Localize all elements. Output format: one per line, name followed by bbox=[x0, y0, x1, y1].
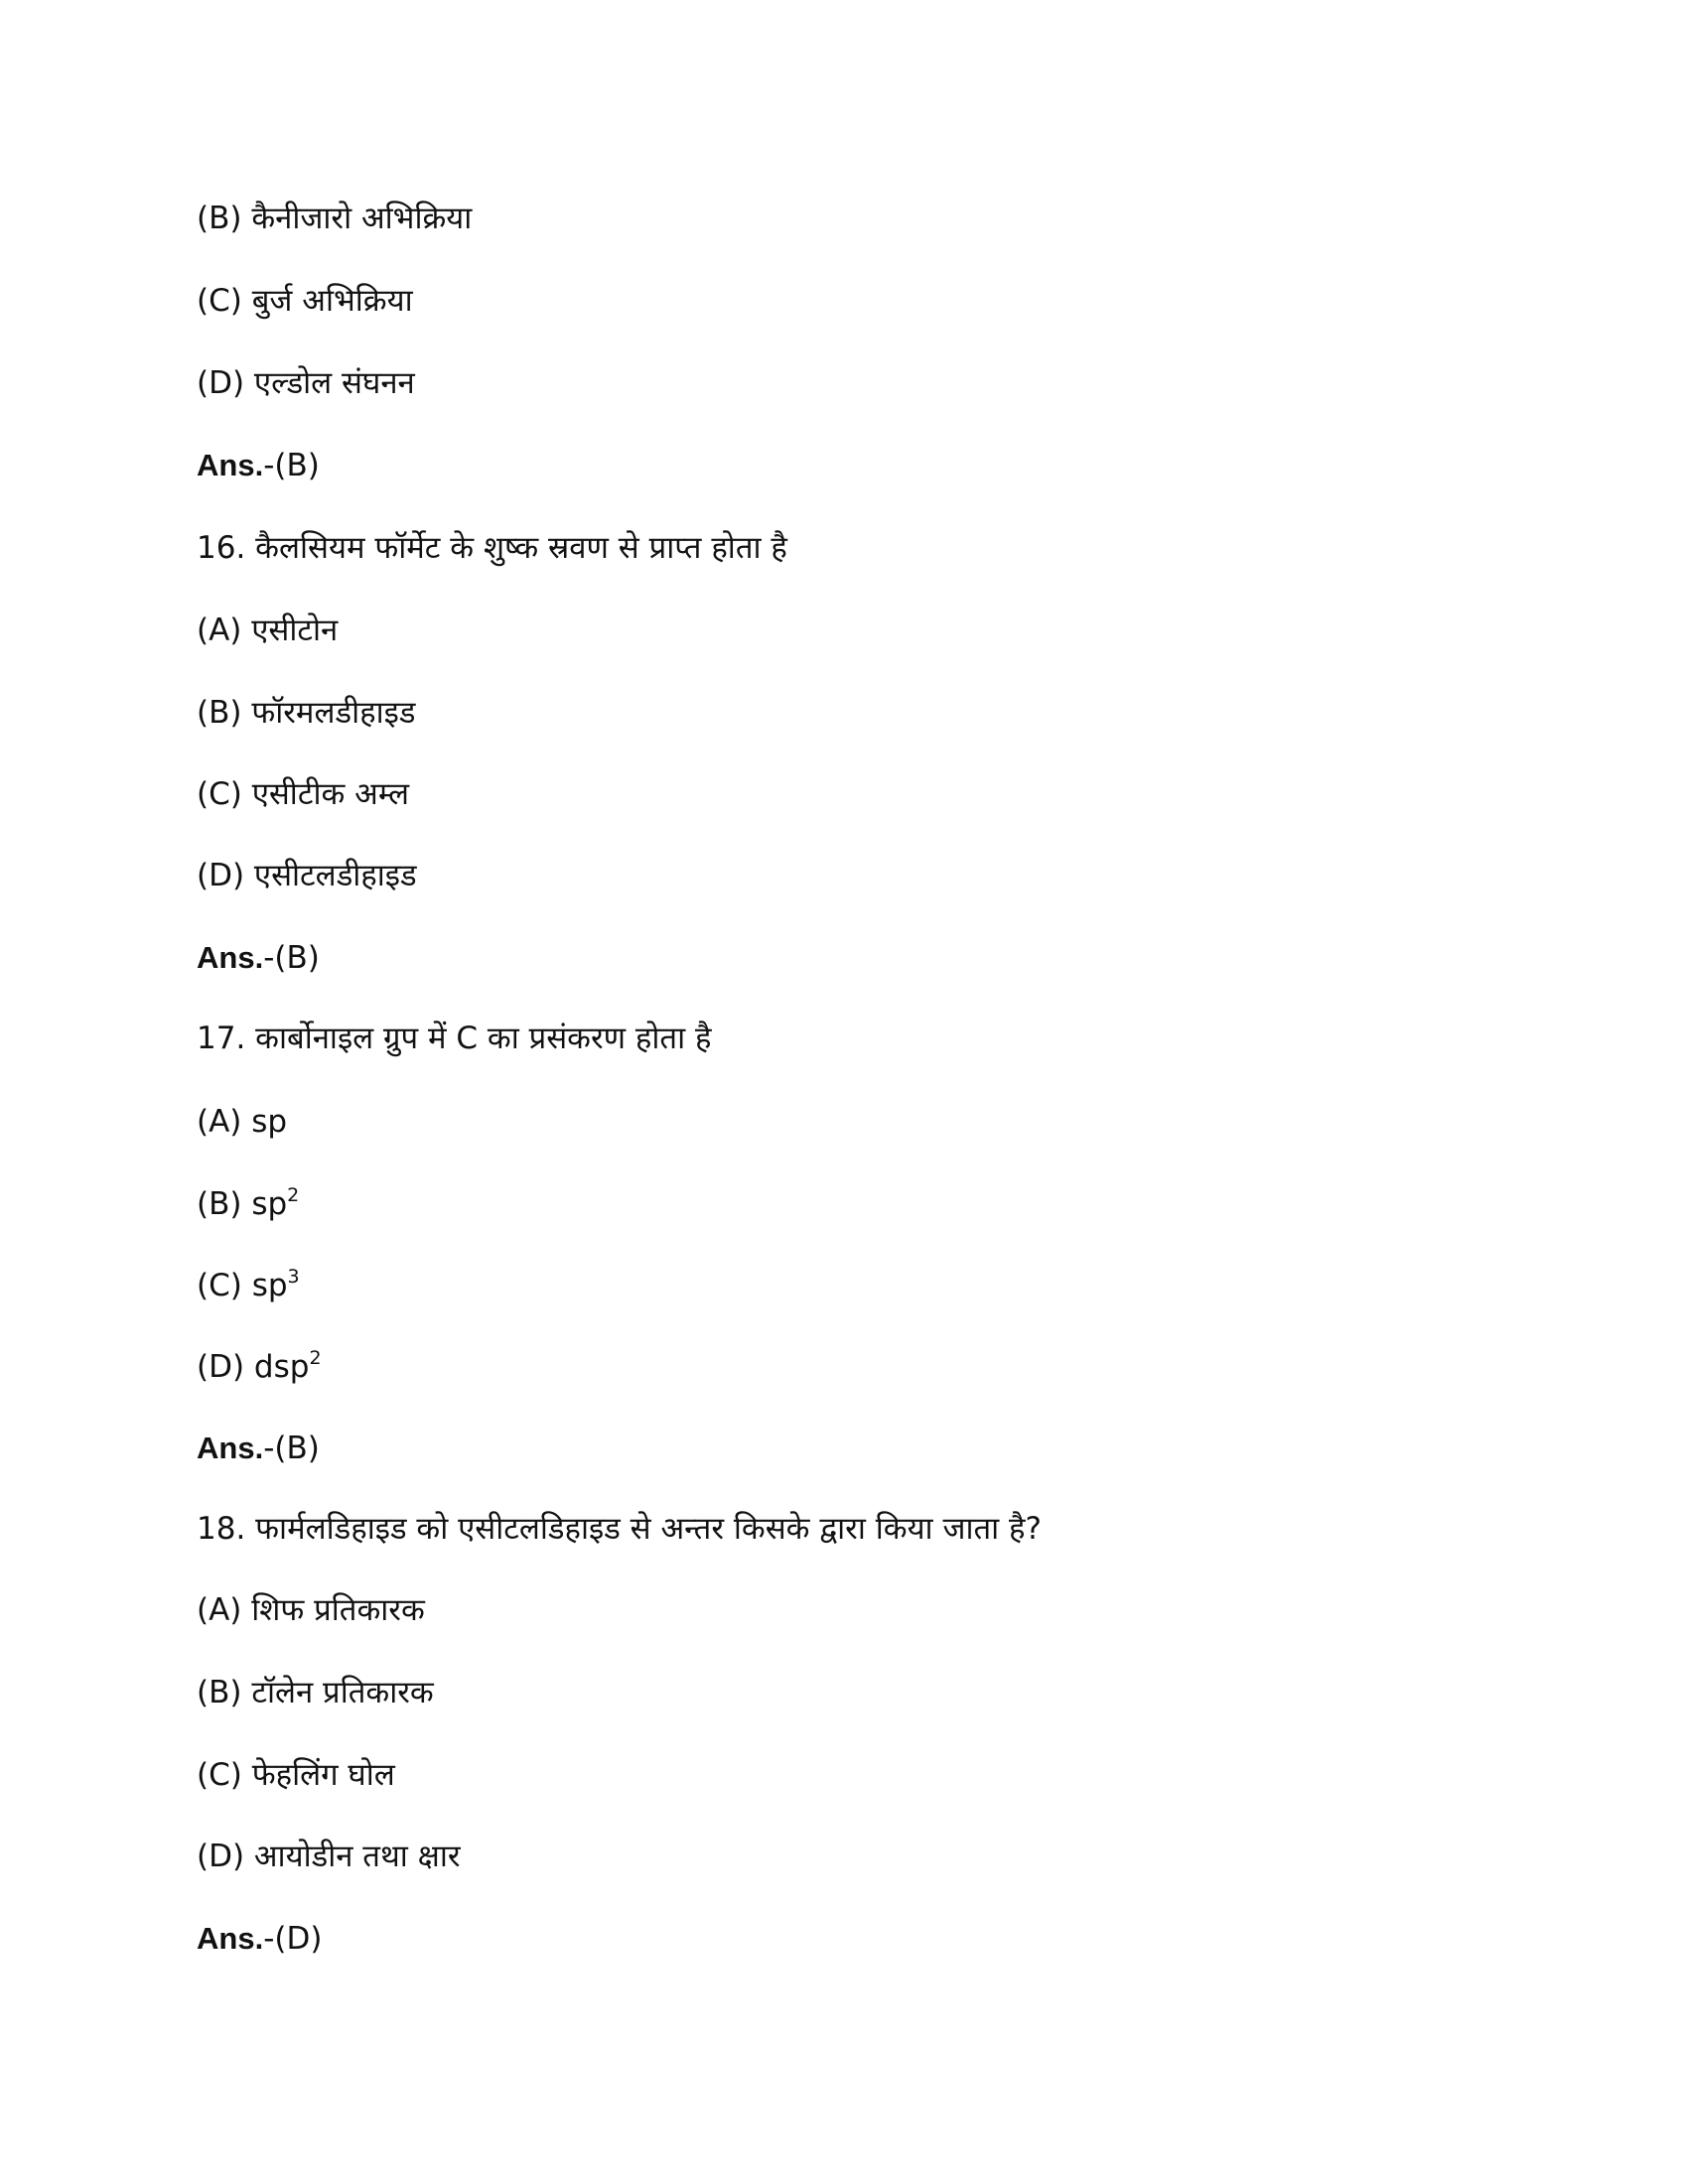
option-line bbox=[197, 1668, 434, 1717]
option-label: (B) bbox=[197, 1186, 242, 1222]
option-label: (B) bbox=[197, 1675, 242, 1710]
answer-value: -(B) bbox=[263, 1431, 320, 1466]
option-text: sp bbox=[251, 1268, 288, 1303]
option-line bbox=[197, 194, 472, 243]
option-line bbox=[197, 1832, 461, 1881]
option-line bbox=[197, 688, 415, 738]
option-label: (D) bbox=[197, 858, 245, 893]
option-text: आयोडीन तथा क्षार bbox=[253, 1839, 461, 1874]
option-line bbox=[197, 769, 409, 819]
option-label: (A) bbox=[197, 1592, 242, 1628]
answer-line bbox=[197, 1914, 322, 1964]
option-label: (C) bbox=[197, 1757, 242, 1793]
answer-value: -(B) bbox=[263, 940, 320, 976]
option-label: (A) bbox=[197, 613, 242, 648]
option-text: sp bbox=[251, 1104, 288, 1140]
option-line bbox=[197, 1097, 287, 1147]
option-line bbox=[197, 851, 417, 900]
option-text: एल्डोल संघनन bbox=[253, 365, 415, 401]
answer-line bbox=[197, 441, 320, 490]
option-superscript: 2 bbox=[309, 1347, 322, 1369]
option-label: (C) bbox=[197, 776, 242, 812]
option-label: (D) bbox=[197, 1349, 245, 1385]
option-line bbox=[197, 1750, 395, 1800]
option-text: एसीटीक अम्ल bbox=[251, 776, 410, 812]
answer-line bbox=[197, 1424, 320, 1473]
option-line bbox=[197, 358, 415, 408]
answer-label: Ans. bbox=[197, 1921, 264, 1956]
option-line bbox=[197, 606, 338, 655]
option-label: (C) bbox=[197, 283, 242, 319]
option-label: (B) bbox=[197, 695, 242, 731]
option-line bbox=[197, 1342, 322, 1392]
option-label: (B) bbox=[197, 201, 242, 236]
answer-label: Ans. bbox=[197, 448, 264, 482]
option-text: फॉरमलडीहाइड bbox=[251, 695, 416, 731]
option-superscript: 2 bbox=[287, 1184, 300, 1206]
option-text: शिफ प्रतिकारक bbox=[251, 1592, 425, 1628]
option-line bbox=[197, 1585, 425, 1635]
option-superscript: 3 bbox=[287, 1266, 300, 1288]
answer-label: Ans. bbox=[197, 1431, 264, 1465]
option-text: sp bbox=[251, 1186, 288, 1222]
answer-value: -(B) bbox=[263, 448, 320, 483]
answer-line bbox=[197, 933, 320, 983]
answer-value: -(D) bbox=[263, 1921, 323, 1957]
option-text: dsp bbox=[253, 1349, 310, 1385]
question-text: 16. कैलसियम फॉर्मेट के शुष्क स्रवण से प्राप्त होता है bbox=[197, 530, 787, 566]
option-line bbox=[197, 276, 413, 326]
answer-label: Ans. bbox=[197, 940, 264, 975]
question-text: 17. कार्बोनाइल ग्रुप में C का प्रसंकरण होता है bbox=[197, 1021, 712, 1056]
option-text: टॉलेन प्रतिकारक bbox=[251, 1675, 434, 1710]
option-label: (C) bbox=[197, 1268, 242, 1303]
option-label: (D) bbox=[197, 1839, 245, 1874]
option-label: (D) bbox=[197, 365, 245, 401]
option-label: (A) bbox=[197, 1104, 242, 1140]
option-text: एसीटलडीहाइड bbox=[253, 858, 417, 893]
option-text: फेहलिंग घोल bbox=[251, 1757, 395, 1793]
option-line bbox=[197, 1179, 299, 1229]
option-text: कैनीजारो अभिक्रिया bbox=[251, 201, 473, 236]
option-text: बुर्ज अभिक्रिया bbox=[251, 283, 413, 319]
option-text: एसीटोन bbox=[251, 613, 339, 648]
option-line bbox=[197, 1261, 300, 1310]
question-text: 18. फार्मलडिहाइड को एसीटलडिहाइड से अन्तर किसके द्वारा किया जाता है? bbox=[197, 1511, 1042, 1547]
